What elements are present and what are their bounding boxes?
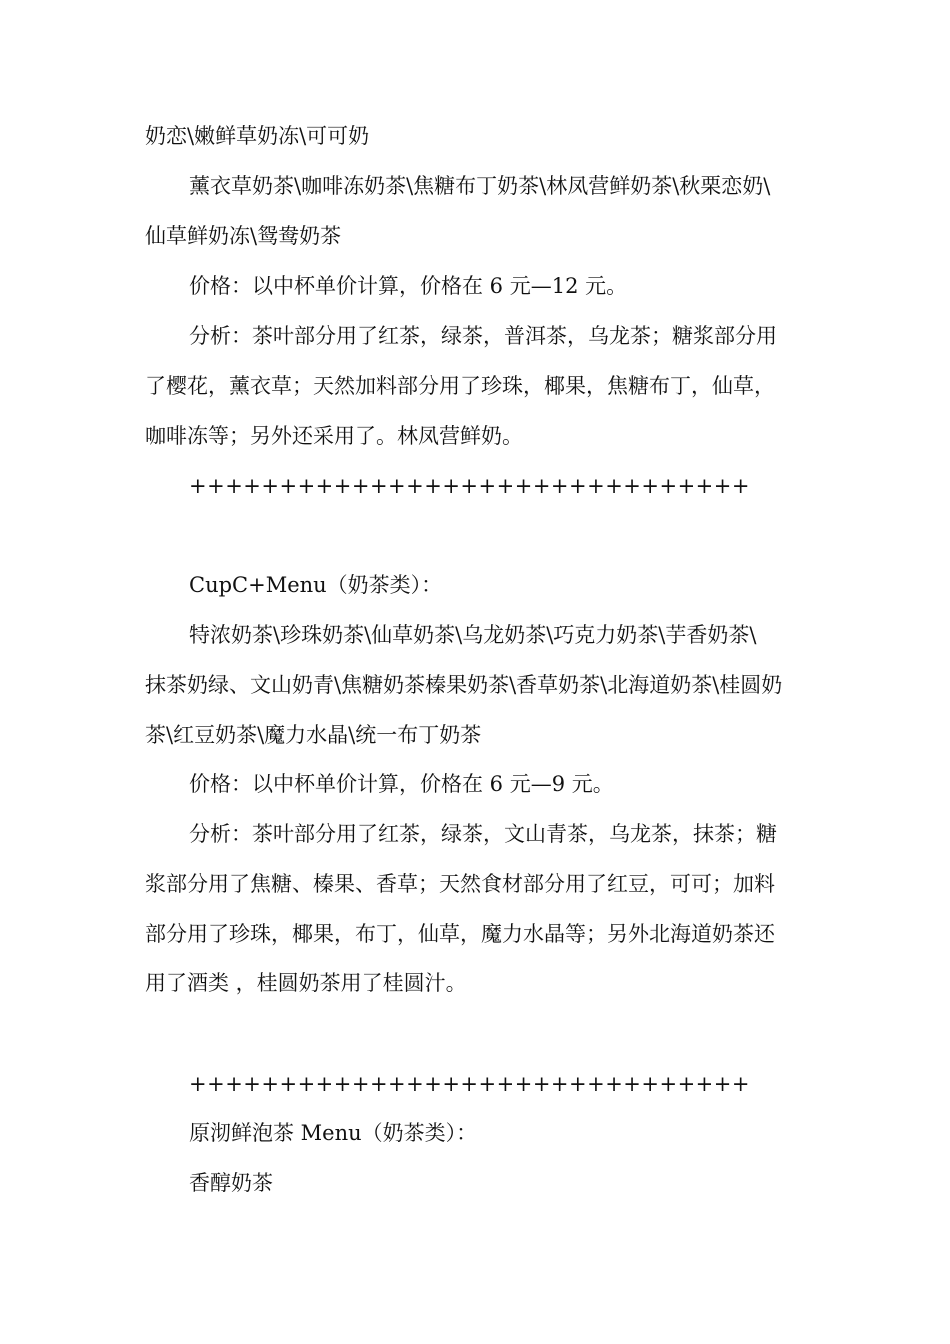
menu-line: 抹茶奶绿、文山奶青\焦糖奶茶榛果奶茶\香草奶茶\北海道奶茶\桂圆奶 <box>145 673 783 697</box>
menu-line: 香醇奶茶 <box>189 1171 273 1195</box>
text-line: 薰衣草奶茶\咖啡冻奶茶\焦糖布丁奶茶\林凤营鲜奶茶\秋栗恋奶\ <box>189 174 771 198</box>
menu-line: 特浓奶茶\珍珠奶茶\仙草奶茶\乌龙奶茶\巧克力奶茶\芋香奶茶\ <box>189 623 757 647</box>
price-line: 价格：以中杯单价计算，价格在 6 元—12 元。 <box>189 274 628 298</box>
section-heading: 原沏鲜泡茶 Menu（奶茶类）： <box>189 1121 478 1145</box>
price-line: 价格：以中杯单价计算，价格在 6 元—9 元。 <box>189 772 614 796</box>
analysis-line: 部分用了珍珠，椰果，布丁，仙草，魔力水晶等；另外北海道奶茶还 <box>145 922 775 946</box>
separator-line: +++++++++++++++++++++++++++++++ <box>189 1072 750 1096</box>
text-line: 奶恋\嫩鲜草奶冻\可可奶 <box>145 124 370 148</box>
analysis-line: 咖啡冻等；另外还采用了。林凤营鲜奶。 <box>145 424 523 448</box>
text-line: 仙草鲜奶冻\鸳鸯奶茶 <box>145 224 342 248</box>
analysis-line: 分析：茶叶部分用了红茶，绿茶，文山青茶，乌龙茶，抹茶；糖 <box>189 822 777 846</box>
analysis-line: 分析：茶叶部分用了红茶，绿茶，普洱茶，乌龙茶；糖浆部分用 <box>189 324 777 348</box>
menu-line: 茶\红豆奶茶\魔力水晶\统一布丁奶茶 <box>145 723 482 747</box>
analysis-line: 了樱花，薰衣草；天然加料部分用了珍珠，椰果，焦糖布丁，仙草， <box>145 374 775 398</box>
analysis-line: 用了酒类 ，桂圆奶茶用了桂圆汁。 <box>145 971 467 995</box>
separator-line: +++++++++++++++++++++++++++++++ <box>189 474 750 498</box>
analysis-line: 浆部分用了焦糖、榛果、香草；天然食材部分用了红豆，可可；加料 <box>145 872 775 896</box>
section-heading: CupC+Menu（奶茶类）： <box>189 573 443 597</box>
